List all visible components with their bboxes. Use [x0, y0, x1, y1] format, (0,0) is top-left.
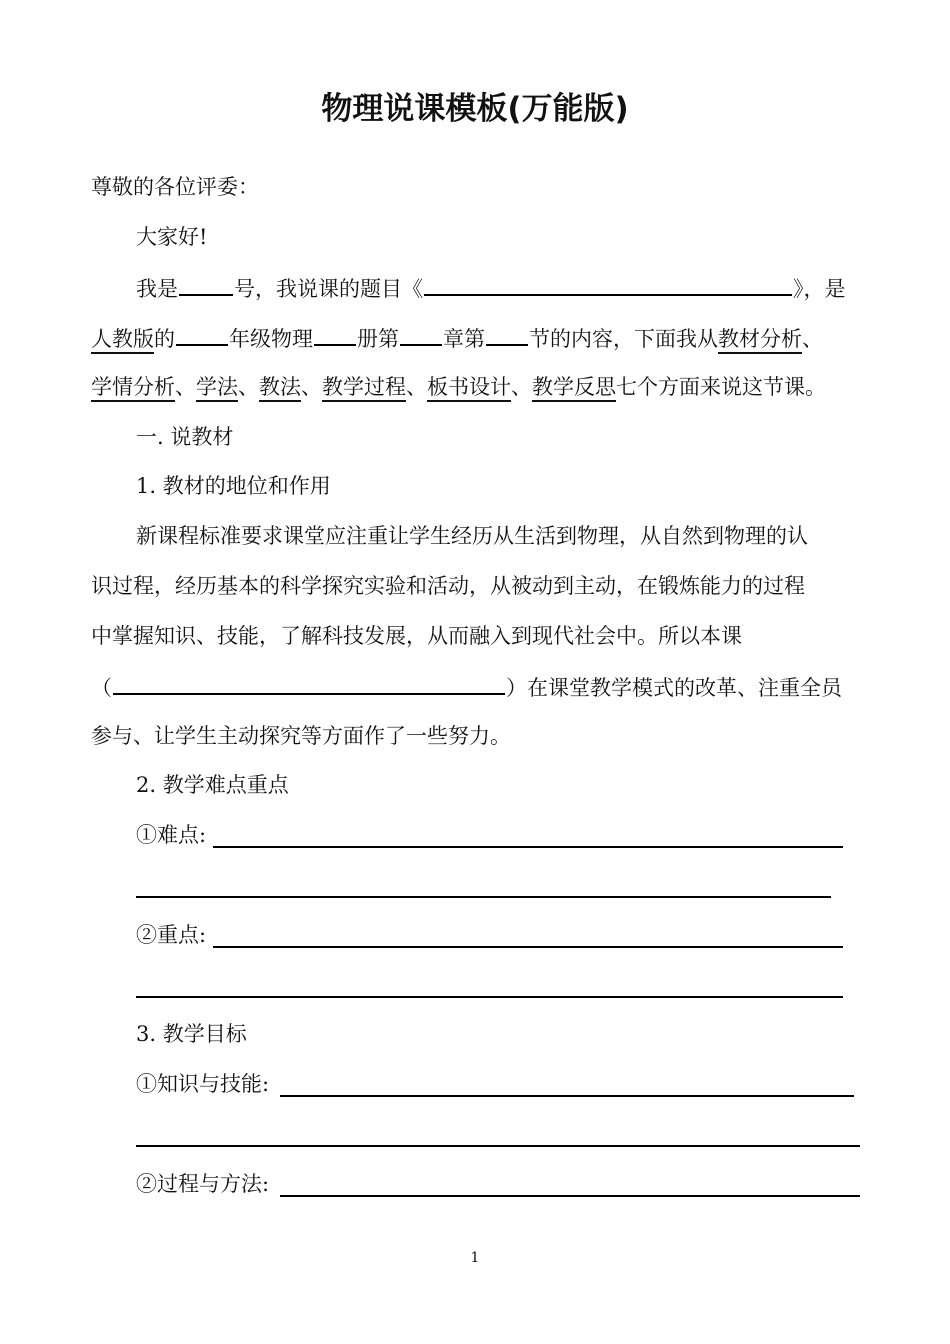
paragraph-line-with-blank [91, 671, 842, 703]
difficult-point-line[interactable] [213, 846, 843, 848]
separator: 、 [238, 375, 259, 399]
key-point-label: ②重点: [136, 923, 207, 947]
aspect-board-design: 板书设计 [427, 375, 511, 399]
page-title: 物理说课模板(万能版) [321, 91, 629, 127]
greeting: 尊敬的各位评委： [91, 175, 259, 199]
separator: 、 [406, 375, 427, 399]
aspect-textbook-analysis: 教材分析 [718, 327, 802, 351]
intro-text: 册第 [357, 327, 399, 351]
chapter-blank[interactable] [400, 322, 442, 346]
intro-text: 章第 [443, 327, 485, 351]
aspect-teaching-process: 教学过程 [322, 375, 406, 399]
knowledge-skills-line[interactable] [280, 1095, 854, 1097]
hello-line: 大家好! [136, 225, 208, 249]
open-paren: （ [91, 676, 112, 700]
course-blank[interactable] [113, 671, 505, 695]
aspect-reflection: 教学反思 [532, 375, 616, 399]
process-method-label: ②过程与方法: [136, 1172, 270, 1196]
paragraph-line: 参与、让学生主动探究等方面作了一些努力。 [91, 724, 511, 748]
paragraph-line: 中掌握知识、技能，了解科技发展，从而融入到现代社会中。所以本课 [91, 624, 742, 648]
grade-blank[interactable] [176, 322, 228, 346]
process-method-line[interactable] [280, 1195, 860, 1197]
volume-blank[interactable] [314, 322, 356, 346]
difficult-point-label: ①难点: [136, 823, 207, 847]
aspect-student-analysis: 学情分析 [91, 375, 175, 399]
lesson-title-blank[interactable] [424, 272, 792, 296]
section-heading-1: 一. 说教材 [136, 425, 234, 449]
paragraph-text: ）在课堂教学模式的改革、注重全员 [506, 676, 842, 700]
number-blank[interactable] [179, 272, 233, 296]
intro-line-2 [91, 322, 823, 354]
key-point-line-2[interactable] [136, 996, 843, 998]
intro-text: 号，我说课的题目《 [234, 277, 423, 301]
subheading-position: 1. 教材的地位和作用 [136, 474, 331, 498]
intro-text: 年级物理 [229, 327, 313, 351]
key-point-line[interactable] [213, 946, 843, 948]
separator: 、 [301, 375, 322, 399]
subheading-difficulties: 2. 教学难点重点 [136, 773, 289, 797]
knowledge-skills-line-2[interactable] [136, 1145, 860, 1147]
intro-text: 的 [154, 327, 175, 351]
publisher-text: 人教版 [91, 327, 154, 351]
intro-text: 我是 [136, 277, 178, 301]
paragraph-line: 识过程，经历基本的科学探究实验和活动，从被动到主动，在锻炼能力的过程 [91, 574, 805, 598]
separator: 、 [802, 327, 823, 351]
difficult-point-line-2[interactable] [136, 896, 831, 898]
aspect-teaching-method: 教法 [259, 375, 301, 399]
page-number: 1 [470, 1250, 480, 1266]
knowledge-skills-label: ①知识与技能: [136, 1072, 270, 1096]
paragraph-line: 新课程标准要求课堂应注重让学生经历从生活到物理，从自然到物理的认 [136, 524, 808, 548]
separator: 、 [175, 375, 196, 399]
intro-text: 》，是 [793, 277, 846, 301]
subheading-objectives: 3. 教学目标 [136, 1022, 247, 1046]
intro-text: 七个方面来说这节课。 [616, 375, 826, 399]
separator: 、 [511, 375, 532, 399]
intro-text: 节的内容，下面我从 [529, 327, 718, 351]
aspect-learning-method: 学法 [196, 375, 238, 399]
intro-line-3 [91, 372, 826, 402]
section-blank[interactable] [486, 322, 528, 346]
intro-line-1 [136, 272, 846, 304]
